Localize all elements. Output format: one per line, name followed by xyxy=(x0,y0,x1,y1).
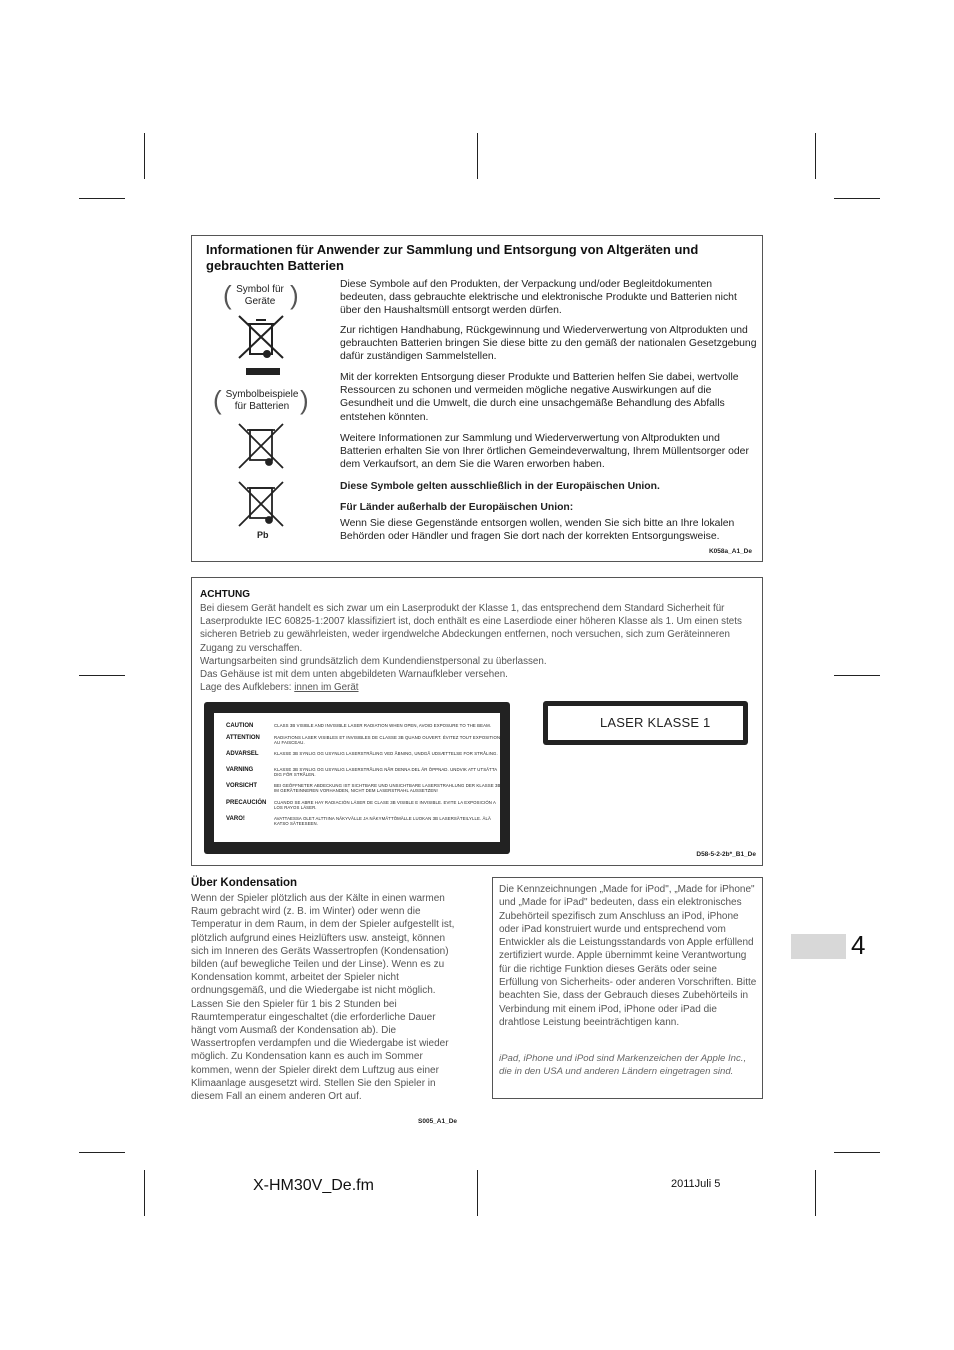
paren-right: ) xyxy=(290,280,299,310)
warning-key: PRECAUCIÓN xyxy=(226,800,267,806)
crop-mark xyxy=(79,198,125,199)
condensation-body: Wenn der Spieler plötzlich aus der Kälte in einen warmen Raum gebracht wird (z. B. im Winter) oder wenn die Temperatur in dem Raum, in dem der Spieler aufgestellt ist, plötzlich aufgrund eines Heizlüfters usw. ansteigt, können sich im Inneren des Geräts Wassertropfen (Kondensation) bilden (auf bewegliche Teilen und der Linse). Wenn es zu Kondensation kommt, arbeitet der Spieler nicht ordnungsgemäß, und die Wiedergabe ist nicht möglich. Lassen Sie den Spieler für 1 bis 2 Stunden bei Raumtemperatur eingeschaltet (die erforderliche Dauer hängt vom Ausmaß der Kondensation ab). Die Wassertropfen verdampfen und die Wiedergabe ist wieder möglich. Zu Kondensation kann es auch im Sommer kommen, wenn der Spieler direkt dem Luftzug aus einer Klimaanlage ausgesetzt wird. Stellen Sie den Spieler in diesem Fall an einem anderen Ort auf. xyxy=(191,893,455,1103)
crop-mark xyxy=(834,1152,880,1153)
non-eu-text: Wenn Sie diese Gegenstände entsorgen wollen, wenden Sie sich bitte an Ihre lokalen Behörden oder Händler und fragen Sie dort nach der korrekten Entsorgungsweise. xyxy=(340,518,735,543)
crop-mark xyxy=(834,198,880,199)
caution-text: Das Gehäuse ist mit dem unten abgebildeten Warnaufkleber versehen. xyxy=(200,669,508,681)
weee-paragraph: Weitere Informationen zur Sammlung und Wiederverwertung von Altprodukten und Batterien erhalten Sie von Ihrer örtlichen Gemeindeverwaltung, Ihrem Müllentsorger oder dem Verkaufsort, an dem Sie die Waren erworben haben. xyxy=(340,433,749,471)
laser-class-text: LASER KLASSE 1 xyxy=(600,715,711,730)
weee-eu-only: Diese Symbole gelten ausschließlich in der Europäischen Union. xyxy=(340,481,660,492)
warning-text: KLASSE 3B SYNLIG OG USYNLIG LASERSTRÅLING VED ÅBNING, UNDGÅ UDSÆTTELSE FOR STRÅLING. xyxy=(274,751,498,756)
weee-paragraph: Zur richtigen Handhabung, Rückgewinnung und Wiederverwertung von Altprodukten und gebrauchten Batterien bringen Sie diese bitte zu den gemäß der nationalen Gesetzgebung dafür zuständigen Sammelstellen. xyxy=(340,325,757,363)
crop-mark xyxy=(477,133,478,179)
warning-text: RADIATIONS LASER VISIBLES ET INVISIBLES DE CLASSE 3B QUAND OUVERT. ÉVITEZ TOUT EXPOSITION AU FAISCEAU. xyxy=(274,735,501,746)
caution-text: Wartungsarbeiten sind grundsätzlich dem Kundendienstpersonal zu überlassen. xyxy=(200,655,547,667)
crossed-bin-icon xyxy=(237,314,287,376)
footer-filename: X-HM30V_De.fm xyxy=(253,1177,374,1194)
warning-key: VARO! xyxy=(226,816,245,822)
warning-key: ADVARSEL xyxy=(226,751,259,757)
bin-bar xyxy=(246,368,280,375)
symbol-devices-label: Symbol für Geräte xyxy=(236,284,284,307)
laser-warning-label xyxy=(204,702,510,854)
sticker-location xyxy=(200,681,756,694)
paren-left: ( xyxy=(213,385,222,415)
crossed-bin-battery-icon xyxy=(237,422,287,472)
caution-heading: ACHTUNG xyxy=(200,589,250,600)
laser-class-label xyxy=(543,701,748,745)
ipod-trademark: iPad, iPhone und iPod sind Markenzeichen der Apple Inc., die in den USA und anderen Ländern eingetragen sind. xyxy=(499,1053,747,1078)
crop-mark xyxy=(144,133,145,179)
weee-paragraph: Mit der korrekten Entsorgung dieser Produkte und Batterien helfen Sie dabei, wertvolle Ressourcen zu schonen und vermeiden mögliche negative Auswirkungen auf die Gesundheit und die Umwelt, die durch eine unsachgemäße Behandlung des Abfalls entstehen könnten. xyxy=(340,372,739,423)
non-eu-heading: Für Länder außerhalb der Europäischen Union: xyxy=(340,502,574,513)
paren-left: ( xyxy=(223,280,232,310)
laser-warning-label-inner xyxy=(214,713,500,842)
paren-right: ) xyxy=(300,385,309,415)
warning-key: VORSICHT xyxy=(226,783,258,789)
crossed-bin-pb-icon xyxy=(237,480,287,530)
warning-key: ATTENTION xyxy=(226,735,260,741)
laser-class-label-inner xyxy=(548,706,743,740)
crop-mark xyxy=(477,1170,478,1216)
warning-text: AVATTAESSA OLET ALTTIINA NÄKYVÄLLE JA NÄKYMÄTTÖMÄLLE LUOKAN 3B LASERSÄTEILYLLE. ÄLÄ KATSO SÄTEESEEN. xyxy=(274,816,491,827)
crop-mark xyxy=(144,1170,145,1216)
warning-text: CUANDO SE ABRE HAY RADIACIÓN LÁSER DE CLASE 3B VISIBLE E INVISIBLE. EVITE LA EXPOSICIÓN A LOS RAYOS LÁSER. xyxy=(274,800,496,811)
weee-title: Informationen für Anwender zur Sammlung und Entsorgung von Altgeräten und gebrauchten Batterien xyxy=(206,242,699,273)
symbol-batteries-label: Symbolbeispiele für Batterien xyxy=(225,389,299,412)
page-number: 4 xyxy=(851,930,866,960)
warning-text: KLASSE 3B SYNLIG OG USYNLIG LASERSTRÅLING NÅR DENNA DEL ÄR ÖPPNAD. UNDVIK ATT UTSÄTTA DIG FÖR STRÅLEN. xyxy=(274,767,498,778)
ipod-text: Die Kennzeichnungen „Made for iPod", „Made for iPhone" und „Made for iPad" bedeuten, dass ein elektronisches Zubehörteil spezifisch zum Anschluss an iPod, iPhone oder iPad konstruiert wurde und entsprechend vom Entwickler als die Leistungsstandards von Apple erfüllend zertifiziert wurde. Apple übernimmt keine Verantwortung für die richtige Funktion dieses Geräts oder seine Erfüllung von Sicherheits- oder anderen Vorschriften. Bitte beachten Sie, dass der Gebrauch dieses Zubehörteils in Verbindung mit einem iPod, iPhone oder iPad die drahtlose Leistung beeinträchtigen kann. xyxy=(499,884,757,1028)
page-tab xyxy=(791,934,846,959)
weee-code: K058a_A1_De xyxy=(708,548,752,555)
weee-paragraph: Diese Symbole auf den Produkten, der Verpackung und/oder Begleitdokumenten bedeuten, dass gebrauchte elektrische und elektronische Produkte und Batterien nicht über den Haushaltsmüll entsorgt werden dürfen. xyxy=(340,279,737,317)
caution-text: Bei diesem Gerät handelt es sich zwar um ein Laserprodukt der Klasse 1, das entsprechend dem Standard Sicherheit für Laserprodukte IEC 60825-1:2007 klassifiziert ist, doch enthält es eine Laserdiode einer höheren Klasse als 1. Um einen stets sicheren Betrieb zu gewährleisten, weder irgendwelche Abdeckungen entfernen, noch versuchen, sich zum Geräteinneren Zugang zu verschaffen. xyxy=(200,603,742,654)
footer-date: 2011Juli 5 xyxy=(671,1178,721,1190)
pb-label: Pb xyxy=(257,530,269,540)
warning-key: VARNING xyxy=(226,767,254,773)
warning-text: BEI GEÖFFNETER ABDECKUNG IST SICHTBARE UND UNSICHTBARE LASERSTRAHLUNG DER KLASSE 3B IM GERÄTEINNEREN VORHANDEN, NICHT DEM LASERSTRAHL AUSSETZEN! xyxy=(274,783,501,794)
laser-code: D58-5-2-2b*_B1_De xyxy=(696,851,756,858)
crop-mark xyxy=(815,133,816,179)
laser-caution-box xyxy=(191,577,763,866)
sticker-location-prefix: Lage des Aufklebers: xyxy=(200,682,292,694)
crop-mark xyxy=(834,675,880,676)
warning-key: CAUTION xyxy=(226,723,254,729)
crop-mark xyxy=(79,675,125,676)
sticker-location-value: innen im Gerät xyxy=(294,682,359,694)
condensation-code: S005_A1_De xyxy=(418,1118,458,1125)
warning-text: CLASS 3B VISIBLE AND INVISIBLE LASER RADIATION WHEN OPEN, AVOID EXPOSURE TO THE BEAM. xyxy=(274,723,492,728)
caution-body xyxy=(200,602,756,694)
condensation-title: Über Kondensation xyxy=(191,877,298,889)
crop-mark xyxy=(815,1170,816,1216)
ipod-info-box xyxy=(492,877,763,1099)
weee-info-box xyxy=(191,235,763,562)
crop-mark xyxy=(79,1152,125,1153)
